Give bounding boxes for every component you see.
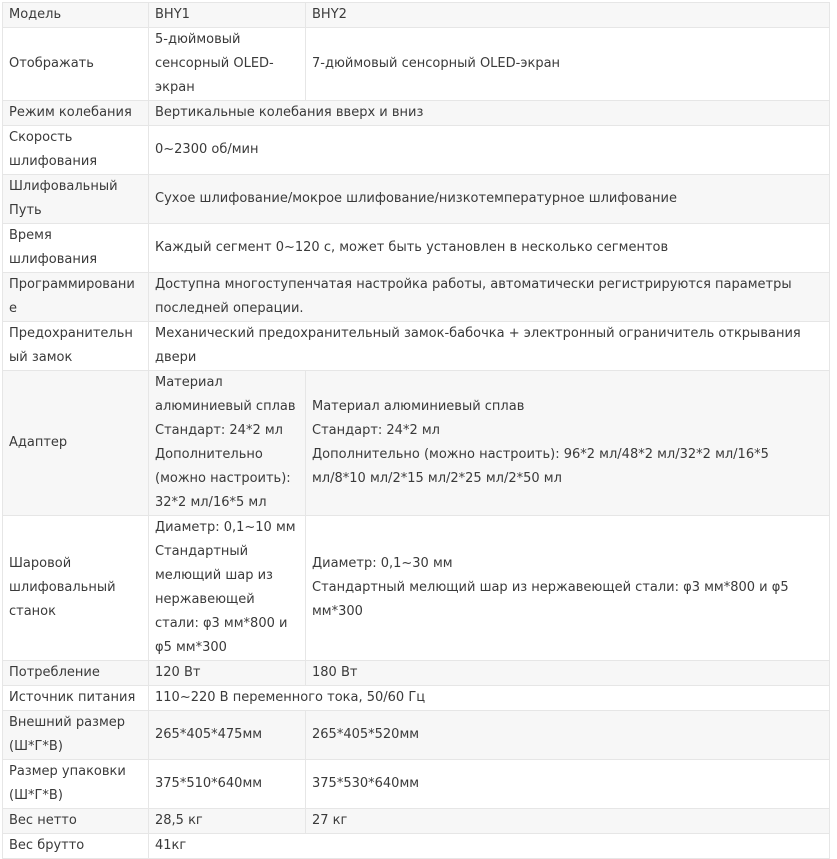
consumption-bhy2: 180 Вт [306, 661, 830, 686]
header-bhy2: BHY2 [306, 3, 830, 28]
header-bhy1: BHY1 [149, 3, 306, 28]
row-label-programming: Программирование [3, 273, 149, 322]
row-label-outer-size: Внешний размер (Ш*Г*В) [3, 711, 149, 760]
row-label-oscillation: Режим колебания [3, 101, 149, 126]
row-label-display: Отображать [3, 28, 149, 101]
table-row-display [3, 28, 830, 101]
row-label-safety-lock: Предохранительный замок [3, 322, 149, 371]
table-row-speed [3, 126, 830, 175]
adapter-bhy1-optional: Дополнительно (можно настроить): 32*2 мл/16*5 мл [155, 447, 291, 510]
gross-weight-value: 41кг [149, 834, 830, 859]
row-label-ball-mill: Шаровой шлифовальный станок [3, 516, 149, 661]
net-weight-bhy2: 27 кг [306, 809, 830, 834]
row-label-path: Шлифовальный Путь [3, 175, 149, 224]
adapter-bhy2-standard: Стандарт: 24*2 мл [312, 423, 440, 438]
row-label-power-supply: Источник питания [3, 686, 149, 711]
adapter-bhy1 [149, 371, 306, 516]
row-label-consumption: Потребление [3, 661, 149, 686]
row-label-package-size: Размер упаковки (Ш*Г*В) [3, 760, 149, 809]
table-row-safety-lock [3, 322, 830, 371]
ball-mill-bhy2-diameter: Диаметр: 0,1~30 мм [312, 556, 453, 571]
row-label-speed: Скорость шлифования [3, 126, 149, 175]
adapter-bhy2-optional: Дополнительно (можно настроить): 96*2 мл/48*2 мл/32*2 мл/16*5 мл/8*10 мл/2*15 мл/2*25 мл/2*50 мл [312, 447, 769, 486]
row-label-time: Время шлифования [3, 224, 149, 273]
package-size-bhy2: 375*530*640мм [306, 760, 830, 809]
programming-value: Доступна многоступенчатая настройка работы, автоматически регистрируются параметры последней операции. [149, 273, 830, 322]
table-row-ball-mill [3, 516, 830, 661]
oscillation-value: Вертикальные колебания вверх и вниз [149, 101, 830, 126]
ball-mill-bhy2 [306, 516, 830, 661]
ball-mill-bhy1 [149, 516, 306, 661]
ball-mill-bhy1-diameter: Диаметр: 0,1~10 мм [155, 520, 296, 535]
outer-size-bhy1: 265*405*475мм [149, 711, 306, 760]
consumption-bhy1: 120 Вт [149, 661, 306, 686]
path-value: Сухое шлифование/мокрое шлифование/низкотемпературное шлифование [149, 175, 830, 224]
row-label-model: Модель [3, 3, 149, 28]
table-row-package-size [3, 760, 830, 809]
table-row-consumption [3, 661, 830, 686]
table-row-power-supply [3, 686, 830, 711]
adapter-bhy2-material: Материал алюминиевый сплав [312, 399, 525, 414]
adapter-bhy2 [306, 371, 830, 516]
table-row-outer-size [3, 711, 830, 760]
table-row-net-weight [3, 809, 830, 834]
table-row-programming [3, 273, 830, 322]
display-bhy2: 7-дюймовый сенсорный OLED-экран [306, 28, 830, 101]
table-row-adapter [3, 371, 830, 516]
ball-mill-bhy1-standard-ball: Стандартный мелющий шар из нержавеющей стали: φ3 мм*800 и φ5 мм*300 [155, 544, 288, 655]
row-label-net-weight: Вес нетто [3, 809, 149, 834]
table-row-model [3, 3, 830, 28]
table-row-time [3, 224, 830, 273]
display-bhy1: 5-дюймовый сенсорный OLED-экран [149, 28, 306, 101]
row-label-adapter: Адаптер [3, 371, 149, 516]
adapter-bhy1-material: Материал алюминиевый сплав [155, 375, 296, 414]
row-label-gross-weight: Вес брутто [3, 834, 149, 859]
power-supply-value: 110~220 В переменного тока, 50/60 Гц [149, 686, 830, 711]
package-size-bhy1: 375*510*640мм [149, 760, 306, 809]
adapter-bhy1-standard: Стандарт: 24*2 мл [155, 423, 283, 438]
table-row-oscillation [3, 101, 830, 126]
table-row-path [3, 175, 830, 224]
outer-size-bhy2: 265*405*520мм [306, 711, 830, 760]
ball-mill-bhy2-standard-ball: Стандартный мелющий шар из нержавеющей стали: φ3 мм*800 и φ5 мм*300 [312, 580, 789, 619]
safety-lock-value: Механический предохранительный замок-бабочка + электронный ограничитель открывания двери [149, 322, 830, 371]
time-value: Каждый сегмент 0~120 с, может быть установлен в несколько сегментов [149, 224, 830, 273]
speed-value: 0~2300 об/мин [149, 126, 830, 175]
net-weight-bhy1: 28,5 кг [149, 809, 306, 834]
table-row-gross-weight [3, 834, 830, 859]
spec-table [2, 2, 830, 859]
